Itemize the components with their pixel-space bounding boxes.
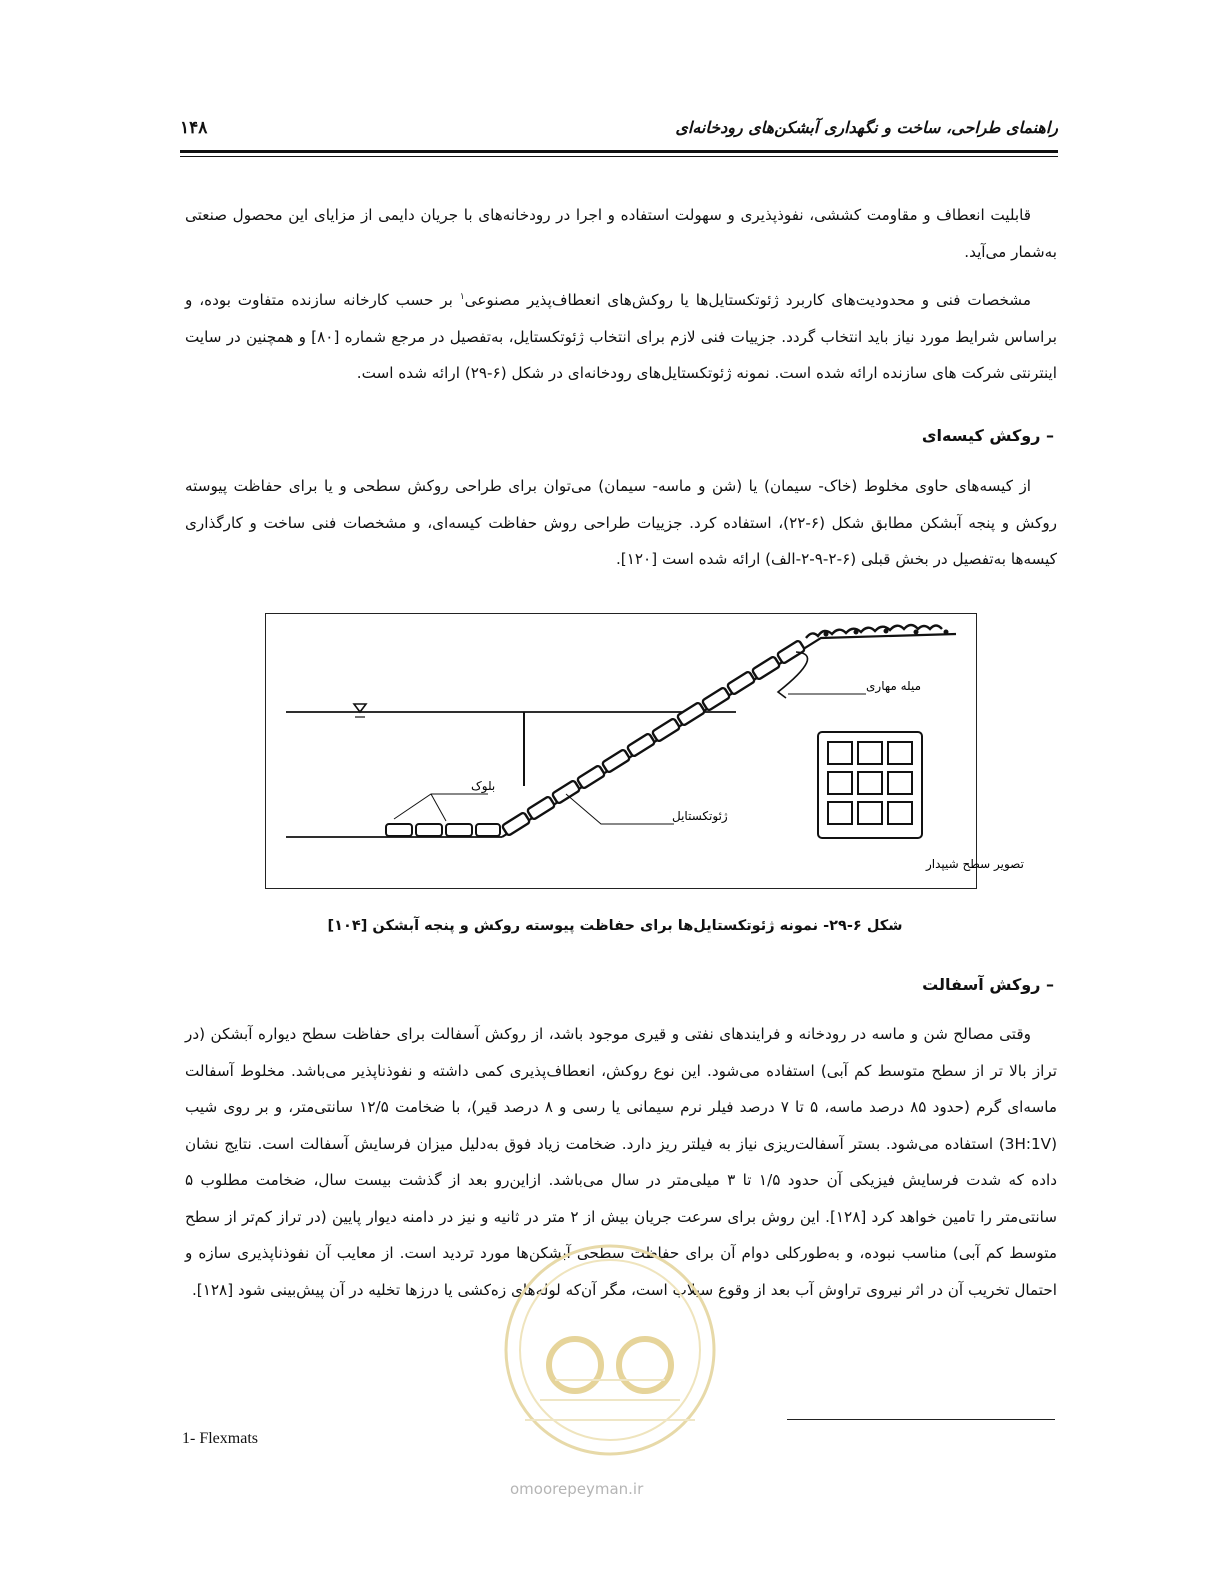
- page-number: ۱۴۸: [180, 118, 208, 138]
- paragraph-4: وقتی مصالح شن و ماسه در رودخانه و فرایندهای نفتی و قیری موجود باشد، از روکش آسفالت برای حفاظت سطح دیواره آبشکن (در تراز بالا تر از سطح متوسط کم آبی) استفاده می‌شود. این نوع روکش، انعطاف‌پذیری کمی داشته و نفوذناپذیر می‌باشد. مخلوط آسفالت ماسه‌ای گرم (حدود ۸۵ درصد ماسه، ۵ تا ۷ درصد فیلر نرم سیمانی یا رسی و ۸ درصد قیر)، با ضخامت ۱۲/۵ سانتی‌متر، و بر روی شیب (3H:1V) استفاده می‌شود. بستر آسفالت‌ریزی نیاز به فیلتر ریز دارد. ضخامت زیاد فوق به‌دلیل میزان فرسایش آسفالت است. نتایج نشان داده که شدت فرسایش فیزیکی آن حدود ۱/۵ تا ۳ میلی‌متر در سال می‌باشد. ازاین‌رو بعد از گذشت بیست سال، ضخامت مطلوب ۵ سانتی‌متر را تامین خواهد کرد [۱۲۸]. این روش برای سرعت جریان بیش از ۲ متر در ثانیه و نیز در دامنه دیوار پایین (در تراز کم‌تر از سطح متوسط کم آبی) مناسب نبوده، و به‌طورکلی دوام آن برای حفاظت سطحی آبشکن‌ها مورد تردید است. از معایب آن نفوذناپذیری سازه و احتمال تخریب آن در اثر نیروی تراوش آب بعد از وقوع سیلاب است، مگر آن‌که لوله‌های زه‌کشی یا درزها تخلیه در آن پیش‌بینی شود [۱۲۸].: [185, 1025, 1058, 1299]
- water-level-symbol: [354, 704, 366, 712]
- figure-geotextile-diagram: [265, 613, 1024, 889]
- label-anchor-rod: میله مهاری: [866, 679, 922, 693]
- header-rule-thick: [180, 150, 1058, 153]
- paragraph-2: [185, 279, 1057, 392]
- slope-blocks: [502, 640, 805, 836]
- footnote-marker: ۱: [459, 292, 465, 302]
- watermark-url: omoorepeyman.ir: [510, 1480, 644, 1498]
- label-block: بلوک: [471, 779, 496, 793]
- section-heading-bag-lining: – روکش کیسه‌ای: [921, 426, 1054, 445]
- label-sheepsfoot: تصویر سطح شیپدار: [926, 857, 1024, 871]
- paragraph-2-part-b: بر حسب کارخانه سازنده متفاوت بوده، و براساس شرایط مورد نیاز باید انتخاب گردد. جزییات فنی لازم برای انتخاب ژئوتکستایل، به‌تفصیل در مرجع شماره [۸۰] و همچنین در سایت اینترنتی شرکت های سازنده ارائه شده است. نمونه ژئوتکستایل‌های رودخانه‌ای در شکل (۶-۲۹) ارائه شده است.: [185, 291, 1057, 383]
- watermark-seal: [495, 1240, 725, 1460]
- paragraph-2-part-a: مشخصات فنی و محدودیت‌های کاربرد ژئوتکستایل‌ها یا روکش‌های انعطاف‌پذیر مصنوعی: [464, 291, 1031, 310]
- paragraph-3: از کیسه‌های حاوی مخلوط (خاک- سیمان) یا (شن و ماسه- سیمان) می‌توان برای طراحی روکش سطحی و یا برای حفاظت پیوسته روکش و پنجه آبشکن مطابق شکل (۶-۲۲)، استفاده کرد. جزییات طراحی روش حفاظت کیسه‌ای، و مشخصات فنی ساخت و کارگذاری کیسه‌ها به‌تفصیل در بخش قبلی (۶-۲-۹-۲-الف) ارائه شده است [۱۲۰].: [185, 477, 1057, 568]
- paragraph-1: قابلیت انعطاف و مقاومت کششی، نفوذپذیری و سهولت استفاده و اجرا در رودخانه‌های با جریان دایمی از مزایای این محصول صنعتی به‌شمار می‌آید.: [185, 206, 1057, 261]
- footnote: 1- Flexmats: [182, 1430, 258, 1447]
- running-title: راهنمای طراحی، ساخت و نگهداری آبشکن‌های رودخانه‌ای: [675, 118, 1058, 137]
- figure-caption: شکل ۶-۲۹- نمونه ژئوتکستایل‌ها برای حفاظت پیوسته روکش و پنجه آبشکن [۱۰۴]: [327, 918, 903, 934]
- footnote-rule: [787, 1419, 1055, 1420]
- diagram-svg: [266, 614, 1024, 888]
- label-geotextile: ژئوتکستایل: [672, 809, 728, 823]
- section-heading-asphalt-lining: – روکش آسفالت: [922, 975, 1054, 994]
- mat-plan-view: [818, 732, 922, 838]
- header-rule-thin: [180, 156, 1058, 157]
- toe-blocks: [386, 824, 500, 836]
